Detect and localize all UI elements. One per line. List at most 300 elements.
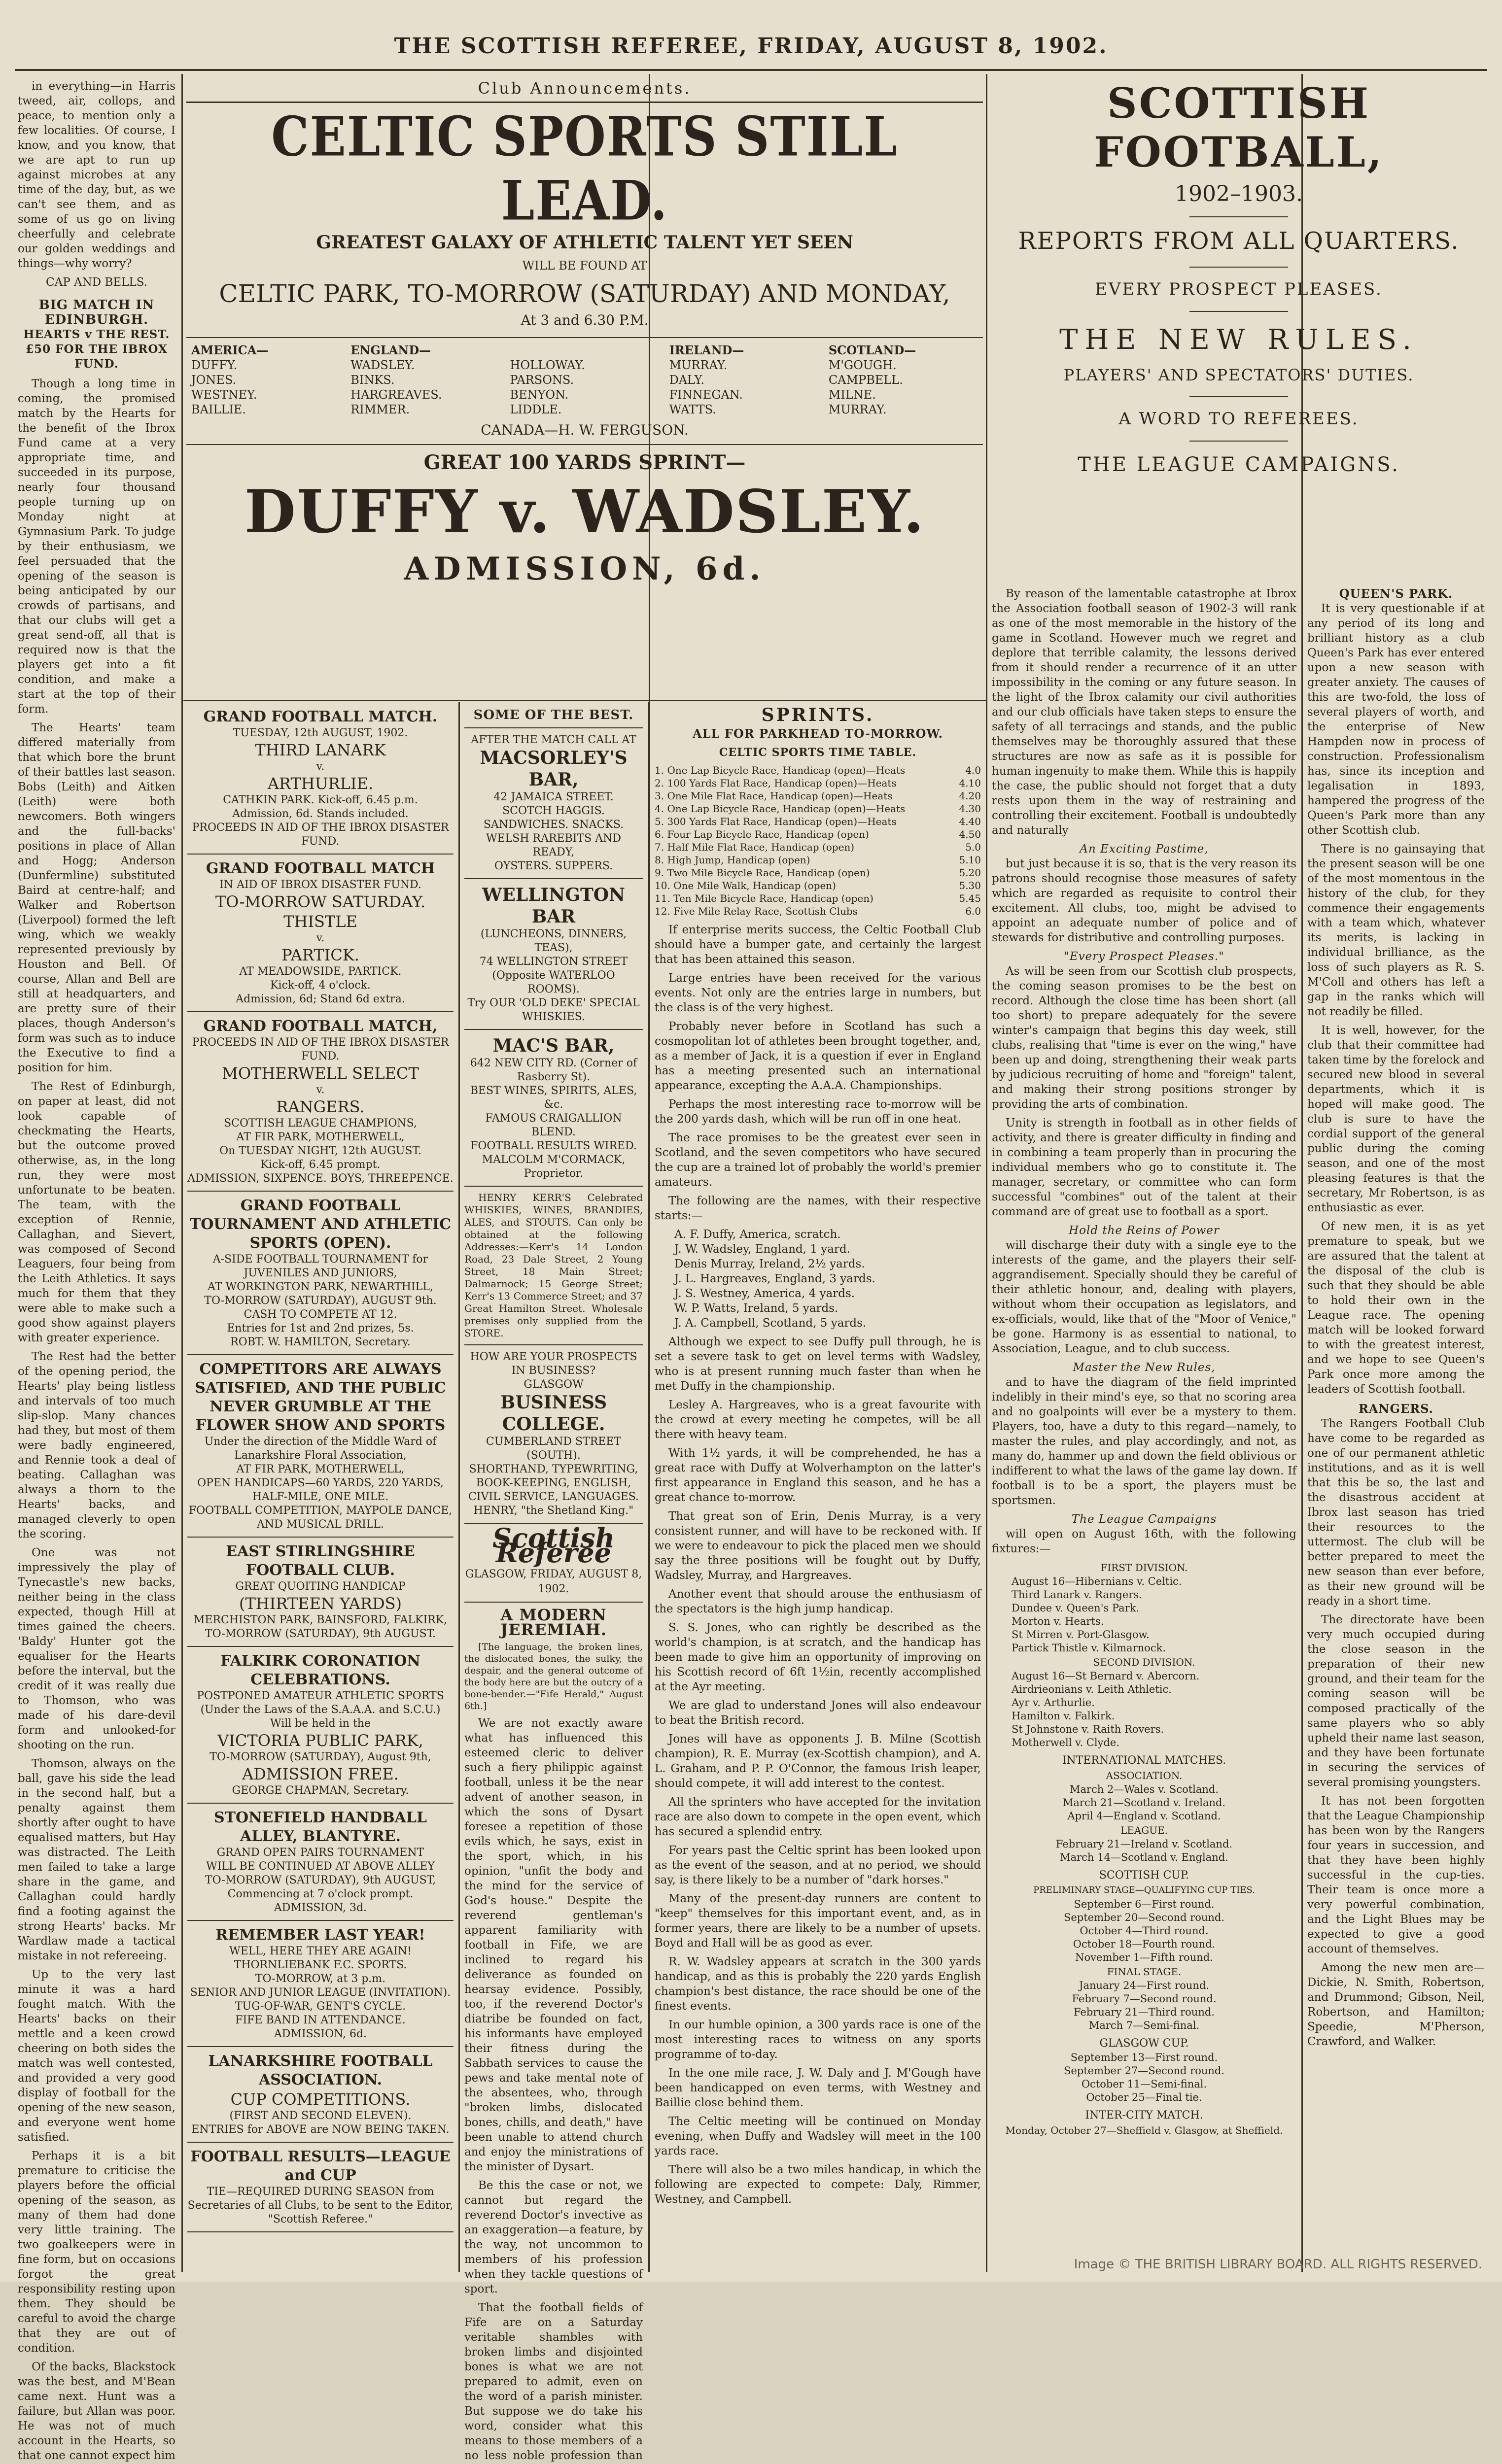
list-item: February 7—Second round. <box>1072 1993 1217 2005</box>
league-list <box>992 1838 1296 1864</box>
list-item: Airdrieonians v. Leith Athletic. <box>1012 1683 1172 1695</box>
divider <box>187 1920 454 1921</box>
divider <box>464 1344 643 1345</box>
sf-title: SCOTTISH FOOTBALL, <box>1093 79 1384 176</box>
advert-line: TO-MORROW (SATURDAY), August 9th, <box>210 1751 431 1763</box>
paragraph: Probably never before in Scotland has such a cosmopolitan lot of athletes been brought together, and, as a member of Jack, it is a question if ever in England has a meeting presented such an international appearance, excepting the A.A.A. Championships. <box>655 1020 981 1092</box>
list-item: November 1—Fifth round. <box>1075 1951 1213 1963</box>
event-time: 4.50 <box>959 828 981 840</box>
advert-line: (THIRTEEN YARDS) <box>239 1594 402 1613</box>
advert-line: TO-MORROW, at 3 p.m. <box>255 1973 386 1985</box>
advert-line: GRAND OPEN PAIRS TOURNAMENT <box>216 1847 424 1859</box>
paragraph: There is no gainsaying that the present season will be one of the most momentous in the history of the club, for they commence their engagements with a team which, whatever its merits, is lacking in individual brilliance, as the loss of such players as R. S. M'Coll and others has left a gap in the ranks which will not readily be filled. <box>1307 843 1485 1018</box>
event-time: 4.0 <box>965 764 981 776</box>
list-item: September 27—Second round. <box>1063 2065 1225 2077</box>
team-name: AMERICA— <box>191 343 269 357</box>
glasgow-heading: GLASGOW CUP. <box>1099 2037 1189 2050</box>
advert-line: (Under the Laws of the S.A.A.A. and S.C.U.) <box>200 1704 441 1716</box>
advert-line: ADMISSION, 3d. <box>274 1902 367 1914</box>
admission-line: ADMISSION, 6d. <box>404 550 766 587</box>
paragraph: In our humble opinion, a 300 yards race is one of the most interesting races to witness on any sports programme of to-day. <box>655 2019 981 2061</box>
athlete-name: MILNE. <box>828 388 876 402</box>
intl-heading: INTERNATIONAL MATCHES. <box>1062 1754 1226 1767</box>
list-item: March 21—Scotland v. Ireland. <box>1062 1797 1226 1809</box>
advert-line: Kick-off, 4 o'clock. <box>270 979 371 992</box>
advert-line: PARTICK. <box>281 946 359 964</box>
advert-title: GRAND FOOTBALL TOURNAMENT AND ATHLETIC SPORTS (OPEN). <box>189 1197 452 1252</box>
advert-line: RANGERS. <box>276 1097 365 1116</box>
advert-line: AFTER THE MATCH CALL AT <box>471 734 636 746</box>
column-4 <box>464 708 643 2462</box>
event-name: 6. Four Lap Bicycle Race, Handicap (open) <box>655 828 869 840</box>
intercity-line: Monday, October 27—Sheffield v. Glasgow, at Sheffield. <box>1005 2124 1283 2136</box>
paragraph: Of new men, it is as yet premature to speak, but we are assured that the talent at the disposal of the club is such that they should be able to hold their own in the League race. The opening match will be looked forward to with the greatest interest, and we hope to see Queen's Park once more among the leaders of Scottish football. <box>1307 1220 1485 1396</box>
advert-line: Admission, 6d. Stands included. <box>232 808 409 820</box>
paragraph: In the one mile race, J. W. Daly and J. M'Gough have been handicapped on even terms, with Westney and Baillie close behind them. <box>655 2067 981 2109</box>
advert-line: v. <box>316 1084 325 1096</box>
team-name <box>510 343 659 358</box>
scottish-football-header <box>990 79 1488 582</box>
divider <box>187 1354 454 1355</box>
advert-line: ARTHURLIE. <box>267 774 374 793</box>
paragraph: One was not impressively the play of Tynecastle's new backs, neither being in the class expected, though Hill at times gained the cheers. 'Baldy' Hunter got the equaliser for the Hearts before the interval, but the credit of it was really due to Thomson, who was made of his dare-devil form and unlooked-for shooting on the run. <box>18 1546 175 1751</box>
advert-line: OYSTERS. SUPPERS. <box>494 860 613 872</box>
divider <box>187 2142 454 2143</box>
advert-line: POSTPONED AMATEUR ATHLETIC SPORTS <box>197 1690 444 1702</box>
list-item: A. F. Duffy, America, scratch. <box>674 1228 841 1241</box>
timetable-row <box>655 866 981 879</box>
advert-title: REMEMBER LAST YEAR! <box>215 1926 425 1944</box>
advert-line: CASH TO COMPETE AT 12. <box>244 1308 397 1321</box>
advert-title: LANARKSHIRE FOOTBALL ASSOCIATION. <box>208 2053 433 2088</box>
divider <box>187 1646 454 1647</box>
athlete-name: DUFFY. <box>191 358 238 372</box>
event-name: 11. Ten Mile Bicycle Race, Handicap (open) <box>655 892 873 904</box>
paragraph: There will also be a two miles handicap, in which the following are expected to compete: Daly, Rimmer, Westney, and Campbell. <box>655 2163 981 2206</box>
paragraph: Jones will have as opponents J. B. Milne (Scottish champion), R. E. Murray (ex-Scottish champion), and A. L. Graham, and P. P. O'Connor, the famous Irish leaper, should compete, it will add interest to the contest. <box>655 1733 981 1790</box>
final-list <box>992 1979 1296 2032</box>
list-item: August 16—St Bernard v. Abercorn. <box>1012 1670 1200 1682</box>
event-name: 12. Five Mile Relay Race, Scottish Clubs <box>655 905 858 917</box>
club-kicker: Club Announcements. <box>478 79 692 98</box>
advert-line: Under the direction of the Middle Ward of Lanarkshire Floral Association, <box>204 1436 437 1462</box>
advert-line: WELSH RAREBITS AND READY, <box>486 832 621 858</box>
advert-line: CUP COMPETITIONS. <box>230 2090 411 2109</box>
masthead <box>0 0 1502 59</box>
event-time: 5.20 <box>959 867 981 879</box>
advert-line: AT WORKINGTON PARK, NEWARTHILL, <box>208 1281 433 1293</box>
column-rule <box>648 702 650 2272</box>
paper-dateline: GLASGOW, FRIDAY, AUGUST 8, 1902. <box>465 1568 642 1595</box>
sprints-title: SPRINTS. <box>761 705 874 725</box>
list-item: September 20—Second round. <box>1063 1912 1225 1923</box>
event-advert <box>187 1652 454 1798</box>
time-line: At 3 and 6.30 P.M. <box>521 312 649 328</box>
paragraph: With 1½ yards, it will be comprehended, he has a great race with Duffy at Wolverhampton on the latter's first appearance in England this season, and he has a great chance to-morrow. <box>655 1447 981 1504</box>
paragraph: As will be seen from our Scottish club prospects, the coming season promises to be the best on record. Although the close time has been short (all too short) to prepare adequately for the severe winter's campaign that begins this day week, still clubs, realising that "time is ever on the wing," have been up and doing, strengthening their weak parts by judicious recruiting of home and "foreign" talent, and making their strong positions stronger by providing the arts of combination. <box>992 965 1296 1111</box>
list-item: February 21—Third round. <box>1074 2006 1215 2018</box>
advert-line: GEORGE CHAPMAN, Secretary. <box>232 1784 409 1797</box>
advert-line: 74 WELLINGTON STREET <box>479 956 628 968</box>
sf-prospect: EVERY PROSPECT PLEASES. <box>1095 279 1383 299</box>
event-time: 4.10 <box>959 777 981 789</box>
cup-list <box>992 1898 1296 1964</box>
paragraph: It is very questionable if at any period of its long and brilliant history as a club Queen's Park has ever entered upon a new season with greater anxiety. The causes of this are two-fold, the loss of several players of worth, and the enterprise of New Hampden now in process of construction. Professionalism has, since its inception and legalisation in 1893, hampered the progress of the Queen's Park more than any other Scottish club. <box>1307 602 1485 837</box>
macs-bar-advert <box>464 1035 643 1181</box>
advert-line: FIFE BAND IN ATTENDANCE. <box>235 2014 406 2026</box>
paragraph: Thomson, always on the ball, gave his side the lead in the second half, but a penalty against them shortly after ought to have equalised matters, but Hay was distracted. The Leith men failed to take a large share in the game, and Callaghan could hardly find a footing against the strong Hearts' backs. Mr Wardlaw made a tactical mistake in not refereeing. <box>18 1757 175 1962</box>
sf-referees: A WORD TO REFEREES. <box>1118 409 1359 429</box>
list-item: Ayr v. Arthurlie. <box>1012 1697 1095 1709</box>
jeremiah-title: A MODERN JEREMIAH. <box>500 1606 607 1639</box>
column-1 <box>18 79 175 2462</box>
sf-campaigns: THE LEAGUE CAMPAIGNS. <box>1078 453 1400 476</box>
advert-line: (FIRST AND SECOND ELEVEN). <box>229 2110 412 2122</box>
paragraph: We are glad to understand Jones will also endeavour to beat the British record. <box>655 1699 981 1727</box>
advert-line: ROBT. W. HAMILTON, Secretary. <box>230 1336 411 1348</box>
paragraph: Lesley A. Hargreaves, who is a great favourite with the crowd at every meeting he competes, will be all there with heavy team. <box>655 1399 981 1441</box>
column-7 <box>1307 586 1485 2252</box>
advert-line: WILL BE CONTINUED AT ABOVE ALLEY <box>206 1860 435 1873</box>
paragraph: The Rest had the better of the opening period, the Hearts' play being listless and intervals of too much slip-slop. Many chances had they, but most of them were badly engineered, and Rennie took a deal of beating. Callaghan was always a thorn to the Hearts' backs, and managed cleverly to open the scoring. <box>18 1350 175 1540</box>
galaxy-line: GREATEST GALAXY OF ATHLETIC TALENT YET SEEN <box>316 232 853 253</box>
paragraph: The Celtic meeting will be continued on Monday evening, when Duffy and Wadsley will meet in the 100 yards race. <box>655 2115 981 2157</box>
advert-line: HENRY, "the Shetland King." <box>473 1505 634 1517</box>
article-subheading: HEARTS v THE REST. <box>23 328 170 341</box>
timetable-row <box>655 905 981 918</box>
divider <box>1189 267 1288 268</box>
divider <box>1189 311 1288 312</box>
sf-duties: PLAYERS' AND SPECTATORS' DUTIES. <box>1063 366 1414 384</box>
athlete-name: RIMMER. <box>350 403 410 416</box>
advert-line: TO-MORROW (SATURDAY), 9th AUGUST. <box>205 1628 436 1640</box>
list-item: October 11—Semi-final. <box>1081 2078 1207 2090</box>
list-item: St Mirren v. Port-Glasgow. <box>1012 1629 1150 1641</box>
starts-list <box>655 1227 981 1331</box>
paragraph: It is well, however, for the club that their committee had taken time by the forelock and secured new blood in several departments, which it is hoped will make good. The club is sure to have the cordial support of the general public during the coming season, and one of the most pleasing features is that the secretary, Mr Robertson, is as enthusiastic as ever. <box>1307 1024 1485 1214</box>
event-time: 6.0 <box>965 905 981 917</box>
sf-rules: THE NEW RULES. <box>1059 324 1418 356</box>
subhead: An Exciting Pastime, <box>1080 843 1209 856</box>
subhead: Master the New Rules, <box>1073 1361 1216 1374</box>
advert-line: FOOTBALL RESULTS WIRED. <box>470 1140 637 1152</box>
advert-line: MERCHISTON PARK, BAINSFORD, FALKIRK, <box>193 1614 448 1626</box>
sprint-line: GREAT 100 YARDS SPRINT— <box>423 451 746 474</box>
list-item: Motherwell v. Clyde. <box>1012 1737 1120 1748</box>
timetable-title: CELTIC SPORTS TIME TABLE. <box>719 746 917 759</box>
paragraph: Large entries have been received for the various events. Not only are the entries large in numbers, but the class is of the very highest. <box>655 972 981 1014</box>
divider <box>186 337 983 338</box>
timetable-row <box>655 764 981 777</box>
athlete-name: CAMPBELL. <box>828 373 903 387</box>
divider <box>187 1537 454 1538</box>
paragraph: and to have the diagram of the field imprinted indelibly in their mind's eye, so that no scoring area and no goalpoints will ever be a mystery to them. Players, too, have a duty to this regard—namely, to master the rules, and play accordingly, and not, as many do, hammer up and down the field oblivious or indifferent to what the laws of the game lay down. If football is to be a sport, the players must be sportsmen. <box>992 1376 1296 1507</box>
advert-line: FAMOUS CRAIGALLION BLEND. <box>485 1112 622 1138</box>
list-item: October 4—Third round. <box>1080 1925 1209 1937</box>
fixture-list <box>992 1670 1296 1749</box>
cup-sub: PRELIMINARY STAGE—QUALIFYING CUP TIES. <box>1033 1885 1255 1895</box>
timetable-row <box>655 789 981 802</box>
divider <box>1189 396 1288 397</box>
column-rule <box>181 74 183 2272</box>
intro-text: in everything—in Harris tweed, air, collops, and peace, to mention only a few localities. Of course, I know, and you know, that we are apt to run up against microbes at any time of the day, but, as we can't see them, and as some of us go on living cheerfully and celebrate our golden weddings and things—why worry? <box>18 80 175 270</box>
paragraph: Up to the very last minute it was a hard fought match. With the Hearts' backs on their mettle and a keen crowd cheering on both sides the match was well contested, and provided a very good display of football for the opening of the new season, and everyone went home satisfied. <box>18 1968 175 2144</box>
event-name: 9. Two Mile Bicycle Race, Handicap (open) <box>655 867 870 879</box>
club-heading: QUEEN'S PARK. <box>1339 586 1453 601</box>
team-name: SCOTLAND— <box>828 343 916 357</box>
paragraph: Perhaps it is a bit premature to criticise the players before the official opening of the season, as many of them had done very little training. The two goalkeepers were in fine form, but on occasions forgot the great responsibility resting upon them. They should be careful to avoid the charge that they are out of condition. <box>18 2150 175 2355</box>
athlete-name: HOLLOWAY. <box>510 358 585 372</box>
advert-line: BUSINESS COLLEGE. <box>500 1392 607 1435</box>
advert-line: SANDWICHES. SNACKS. <box>483 819 624 831</box>
event-name: 10. One Mile Walk, Handicap (open) <box>655 880 836 891</box>
list-item: W. P. Watts, Ireland, 5 yards. <box>674 1302 838 1315</box>
paragraph: will open on August 16th, with the following fixtures:— <box>992 1528 1296 1555</box>
event-time: 4.30 <box>959 803 981 815</box>
advert-line: 642 NEW CITY RD. (Corner of Rasberry St). <box>470 1057 637 1083</box>
divider <box>187 854 454 855</box>
advert-line: Admission, 6d; Stand 6d extra. <box>236 993 405 1005</box>
paragraph: That the football fields of Fife are on a Saturday veritable shambles with broken limbs and disjointed bones is what we are not prepared to admit, even on the word of a parish minister. But suppose we do take his word, consider what this means to those members of a no less noble profession than <box>464 2301 643 2462</box>
cup-heading: SCOTTISH CUP. <box>1099 1869 1189 1882</box>
division-heading: FIRST DIVISION. <box>1100 1562 1188 1574</box>
advert-title: FALKIRK CORONATION CELEBRATIONS. <box>220 1652 420 1688</box>
athlete-name: DALY. <box>669 373 704 387</box>
advert-line: SHORTHAND, TYPEWRITING, BOOK-KEEPING, ENGLISH, CIVIL SERVICE, LANGUAGES. <box>468 1463 639 1503</box>
advert-line: CUMBERLAND STREET (SOUTH). <box>486 1436 622 1462</box>
advert-line: Try OUR 'OLD DEKE' SPECIAL WHISKIES. <box>467 997 640 1023</box>
final-heading: FINAL STAGE. <box>1107 1966 1182 1978</box>
event-advert <box>187 1809 454 1915</box>
event-advert <box>187 1926 454 2041</box>
team-name: ENGLAND— <box>350 343 431 357</box>
divider <box>187 2046 454 2047</box>
venue-line: CELTIC PARK, TO-MORROW (SATURDAY) AND MONDAY, <box>219 279 950 308</box>
event-advert <box>187 1542 454 1641</box>
advert-line: THISTLE <box>283 912 357 931</box>
paragraph: Perhaps the most interesting race to-morrow will be the 200 yards dash, which will be run off in one heat. <box>655 1098 981 1126</box>
intro-signature: CAP AND BELLS. <box>46 276 147 289</box>
paragraph: Although we expect to see Duffy pull through, he is set a severe task to get on level terms with Wadsley, who is at present running much faster than when he met Duffy in the championship. <box>655 1335 981 1393</box>
list-item: Hamilton v. Falkirk. <box>1012 1710 1115 1722</box>
advert-line: TUG-OF-WAR, GENT'S CYCLE. <box>235 2000 406 2013</box>
article-heading: BIG MATCH IN EDINBURGH. <box>38 298 155 327</box>
event-name: 2. 100 Yards Flat Race, Handicap (open)—Heats <box>655 777 897 789</box>
event-time: 5.0 <box>965 841 981 853</box>
advert-line: THORNLIEBANK F.C. SPORTS. <box>234 1959 407 1971</box>
list-item: St Johnstone v. Raith Rovers. <box>1012 1723 1164 1735</box>
macsorley-advert <box>464 733 643 873</box>
advert-line: ADMISSION, SIXPENCE. BOYS, THREEPENCE. <box>187 1172 454 1185</box>
paragraph: For years past the Celtic sprint has been looked upon as the event of the season, and at no period, we should say, is there likely to be a number of "dark horses." <box>655 1844 981 1886</box>
paragraph: Unity is strength in football as in other fields of activity, and there is greater difficulty in finding and in combining a team properly than in procuring the individual members who go to constitute it. The manager, secretary, or committee who can form successful "combines" out of the talent at their command are of great use to football as a sport. <box>992 1117 1296 1218</box>
subhead: The League Campaigns <box>1071 1513 1217 1526</box>
athlete-name: FINNEGAN. <box>669 388 743 402</box>
athlete-name: JONES. <box>191 373 237 387</box>
event-advert <box>187 1017 454 1186</box>
event-name: 3. One Mile Flat Race, Handicap (open)—Heats <box>655 790 893 802</box>
advert-line: PROCEEDS IN AID OF THE IBROX DISASTER FUND. <box>192 821 449 848</box>
divider <box>464 1186 643 1187</box>
divider <box>1189 216 1288 217</box>
timetable-row <box>655 802 981 815</box>
advert-line: Kick-off, 6.45 prompt. <box>260 1159 381 1171</box>
paragraph: S. S. Jones, who can rightly be described as the world's champion, is at scratch, and the handicap has been made to give him an opportunity of improving on his Scottish record of 6ft 1½in, recently accomplished at the Ayr meeting. <box>655 1621 981 1693</box>
celtic-title: CELTIC SPORTS STILL LEAD. <box>271 104 898 233</box>
advert-title: GRAND FOOTBALL MATCH. <box>203 708 438 725</box>
paper-nameplate: Scottish Referee <box>492 1522 615 1569</box>
paragraph: The Hearts' team differed materially from that which bore the brunt of their battles last season. Bobs (Leith) and Aitken (Leith) were both newcomers. Both wingers and the full-backs' positions in place of Allan and Hogg; Anderson (Dunfermline) substituted Baird at centre-half; and Walker and Robertson (Liverpool) formed the left wing, which we weakly represented previously by Houston and Bell. Of course, Allan and Bell are still at headquarters, and are pretty sure of their places, though Anderson's form was such as to induce the Executive to find a position for him. <box>18 721 175 1074</box>
divider <box>464 1029 643 1030</box>
divider <box>464 1602 643 1603</box>
list-item: October 18—Fourth round. <box>1073 1938 1216 1950</box>
division-heading: SECOND DIVISION. <box>1093 1656 1195 1668</box>
paragraph: Many of the present-day runners are content to "keep" themselves for this important event, and, as in former years, there are likely to be a number of upsets. Boyd and Hall will be as good as ever. <box>655 1892 981 1950</box>
event-name: 1. One Lap Bicycle Race, Handicap (open)—Heats <box>655 764 906 776</box>
list-item: March 7—Semi-final. <box>1088 2019 1200 2031</box>
list-item: Partick Thistle v. Kilmarnock. <box>1012 1642 1166 1654</box>
advert-line: ADMISSION, 6d. <box>274 2028 367 2040</box>
advert-line: TIE—REQUIRED DURING SEASON from Secretaries of all Clubs, to be sent to the Editor, "Scottish Referee." <box>187 2186 454 2225</box>
list-item: Morton v. Hearts. <box>1012 1615 1104 1627</box>
advert-line: v. <box>316 760 325 773</box>
advert-line: Commencing at 7 o'clock prompt. <box>227 1888 414 1900</box>
advert-title: COMPETITORS ARE ALWAYS SATISFIED, AND THE PUBLIC NEVER GRUMBLE AT THE FLOWER SHOW AND SPORTS <box>195 1361 446 1434</box>
divider <box>1189 441 1288 442</box>
divider <box>186 444 983 445</box>
advert-line: ENTRIES for ABOVE are NOW BEING TAKEN. <box>191 2123 450 2136</box>
advert-line: A-SIDE FOOTBALL TOURNAMENT for JUVENILES AND JUNIORS, <box>212 1253 428 1279</box>
business-college-advert <box>464 1350 643 1518</box>
canada-line: CANADA—H. W. FERGUSON. <box>481 422 689 438</box>
paragraph: The Rangers Football Club have come to be regarded as one of our permanent athletic institutions, and as it is well that this be so, the last and the disastrous accident at Ibrox last season has tried their resources to the uttermost. The club will be better prepared to meet the new season than ever before, as their new ground will be ready in a short time. <box>1307 1417 1485 1608</box>
sprints-subtitle: ALL FOR PARKHEAD TO-MORROW. <box>693 726 943 741</box>
column-rule <box>986 74 987 2272</box>
advert-line: Entries for 1st and 2nd prizes, 5s. <box>227 1322 414 1335</box>
found-line: WILL BE FOUND AT <box>522 259 647 273</box>
advert-line: v. <box>316 932 325 944</box>
paragraph: Though a long time in coming, the promised match by the Hearts for the benefit of the Ibrox Fund came at a very appropriate time, and succeeded in its purpose, nearly four thousand people turning up on Monday night at Gymnasium Park. To judge by their enthusiasm, we feel persuaded that the opening of the season is being anticipated by our crowds of partisans, and that our clubs will get a great send-off, all that is required now is that the players get into a fit condition, and make a start at the top of their form. <box>18 377 175 716</box>
list-item: March 2—Wales v. Scotland. <box>1069 1783 1219 1795</box>
roster-team <box>186 343 346 417</box>
event-name: 8. High Jump, Handicap (open) <box>655 854 810 866</box>
list-item: J. W. Wadsley, England, 1 yard. <box>674 1243 850 1256</box>
event-advert <box>187 1197 454 1349</box>
subhead: "Every Prospect Pleases." <box>1064 950 1224 963</box>
advert-line: AT FIR PARK, MOTHERWELL, <box>236 1463 405 1475</box>
column-rule <box>458 702 460 2272</box>
advert-line: (LUNCHEONS, DINNERS, TEAS), <box>480 928 627 954</box>
list-item: October 25—Final tie. <box>1086 2091 1202 2103</box>
athlete-name: WESTNEY. <box>191 388 257 402</box>
athlete-name: BINKS. <box>350 373 395 387</box>
sf-years: 1902–1903. <box>1175 181 1303 206</box>
divider <box>187 2231 454 2232</box>
masthead-title: THE SCOTTISH REFEREE, FRIDAY, AUGUST 8, 1902. <box>394 34 1108 59</box>
advert-line: HOW ARE YOUR PROSPECTS IN BUSINESS? <box>470 1351 637 1377</box>
intl-sub: ASSOCIATION. <box>1106 1770 1183 1781</box>
advert-line: 42 JAMAICA STREET. <box>493 791 614 803</box>
advert-line: VICTORIA PUBLIC PARK, <box>217 1731 423 1750</box>
advert-title: GRAND FOOTBALL MATCH, <box>203 1018 438 1035</box>
advert-line: On TUESDAY NIGHT, 12th AUGUST. <box>219 1145 421 1157</box>
advert-title: GRAND FOOTBALL MATCH <box>206 860 435 877</box>
advert-line: MAC'S BAR, <box>492 1035 615 1056</box>
advert-title: STONEFIELD HANDBALL ALLEY, BLANTYRE. <box>213 1809 427 1845</box>
paragraph: If enterprise merits success, the Celtic Football Club should have a bumper gate, and certainly the largest that has been attained this season. <box>655 924 981 966</box>
list-item: Dundee v. Queen's Park. <box>1012 1602 1140 1614</box>
paragraph: It has not been forgotten that the League Championship has been won by the Rangers four years in succession, and that they have been highly successful in the cup-ties. Their team is once more a very powerful combination, and the Light Blues may be expected to give a good account of themselves. <box>1307 1795 1485 1955</box>
advert-line: OPEN HANDICAPS—60 YARDS, 220 YARDS, HALF-MILE, ONE MILE. <box>197 1477 444 1503</box>
advert-line: Will be held in the <box>270 1717 371 1730</box>
roster-team <box>346 343 505 417</box>
advert-line: SENIOR AND JUNIOR LEAGUE (INVITATION). <box>190 1986 451 1999</box>
intl-list <box>992 1783 1296 1823</box>
athlete-roster <box>186 343 983 417</box>
advert-line: TO-MORROW SATURDAY. <box>215 892 426 911</box>
list-item: Third Lanark v. Rangers. <box>1012 1589 1142 1601</box>
event-time: 4.20 <box>959 790 981 802</box>
list-item: January 24—First round. <box>1079 1980 1209 1991</box>
athlete-name: HARGREAVES. <box>350 388 442 402</box>
masthead-rule <box>15 69 1487 71</box>
event-time: 5.30 <box>959 880 981 891</box>
glasgow-list <box>992 2051 1296 2104</box>
sf-reports: REPORTS FROM ALL QUARTERS. <box>1018 227 1460 255</box>
advert-line: AT FIR PARK, MOTHERWELL, <box>236 1131 405 1143</box>
advert-line: SCOTTISH LEAGUE CHAMPIONS, <box>224 1117 417 1129</box>
advert-line: PROCEEDS IN AID OF THE IBROX DISASTER FUND. <box>192 1036 449 1062</box>
advert-line: WELLINGTON BAR <box>482 885 626 927</box>
divider <box>187 1191 454 1192</box>
advert-title: EAST STIRLINGSHIRE FOOTBALL CLUB. <box>226 1543 415 1579</box>
event-time: 4.40 <box>959 816 981 827</box>
athlete-name: PARSONS. <box>510 373 574 387</box>
paragraph: That great son of Erin, Denis Murray, is a very consistent runner, and will have to be reckoned with. If we were to endeavour to pick the placed men we should say the three positions will be fought out by Duffy, Wadsley, Murray, and Hargreaves. <box>655 1510 981 1582</box>
divider <box>464 878 643 879</box>
divider <box>464 727 643 728</box>
roster-team <box>664 343 824 417</box>
advert-line: WELL, HERE THEY ARE AGAIN! <box>229 1945 412 1957</box>
roster-team <box>505 343 664 417</box>
paragraph: will discharge their duty with a single eye to the interests of the game, and the players their self-aggrandisement. Specially should they be careful of their athletic honour, and, dealing with players, without whom their occupation as legislators, and ex-officials, would, like that of the "Moor of Venice," be gone. Harmony is as essential to national, to Association, League, and to club success. <box>992 1239 1296 1355</box>
jeremiah-intro: [The language, the broken lines, the dislocated bones, the sulky, the despair, and the general outcome of the body here are but the outcry of a bone-bender.—"Fife Herald," August 6th.] <box>464 1642 643 1711</box>
subhead: Hold the Reins of Power <box>1069 1224 1220 1237</box>
timetable-row <box>655 892 981 905</box>
list-item: Denis Murray, Ireland, 2½ yards. <box>674 1258 865 1270</box>
paragraph: The race promises to be the greatest ever seen in Scotland, and the seven competitors who have secured the cup are a trained lot of probably the world's premier amateurs. <box>655 1131 981 1189</box>
event-name: 7. Half Mile Flat Race, Handicap (open) <box>655 841 855 853</box>
athlete-name: BAILLIE. <box>191 403 246 416</box>
paragraph: The directorate have been very much occupied during the close season in the preparation of their new ground, and their team for the coming season will be composed practically of the same players who so ably upheld their name last season, and they have been fortunate in securing the services of several promising youngsters. <box>1307 1613 1485 1789</box>
column-5-sprints <box>655 705 981 2265</box>
copyright-footer: Image © THE BRITISH LIBRARY BOARD. ALL RIGHTS RESERVED. <box>1074 2257 1482 2272</box>
timetable <box>655 764 981 918</box>
list-item: J. S. Westney, America, 4 yards. <box>674 1287 855 1300</box>
paragraph: Another event that should arouse the enthusiasm of the spectators is the high jump handicap. <box>655 1588 981 1615</box>
advert-line: THIRD LANARK <box>255 741 386 759</box>
event-advert <box>187 2148 454 2226</box>
list-item: September 13—First round. <box>1070 2052 1218 2063</box>
advert-line: MACSORLEY'S BAR, <box>480 748 628 790</box>
athlete-name: MURRAY. <box>828 403 887 416</box>
athlete-name: WADSLEY. <box>350 358 415 372</box>
divider <box>187 1011 454 1012</box>
advert-line: SCOTCH HAGGIS. <box>502 805 605 817</box>
advert-line: TO-MORROW (SATURDAY), 9th AUGUST, <box>205 1874 436 1886</box>
athlete-name: BENYON. <box>510 388 569 402</box>
list-item: J. L. Hargreaves, England, 3 yards. <box>674 1272 875 1285</box>
